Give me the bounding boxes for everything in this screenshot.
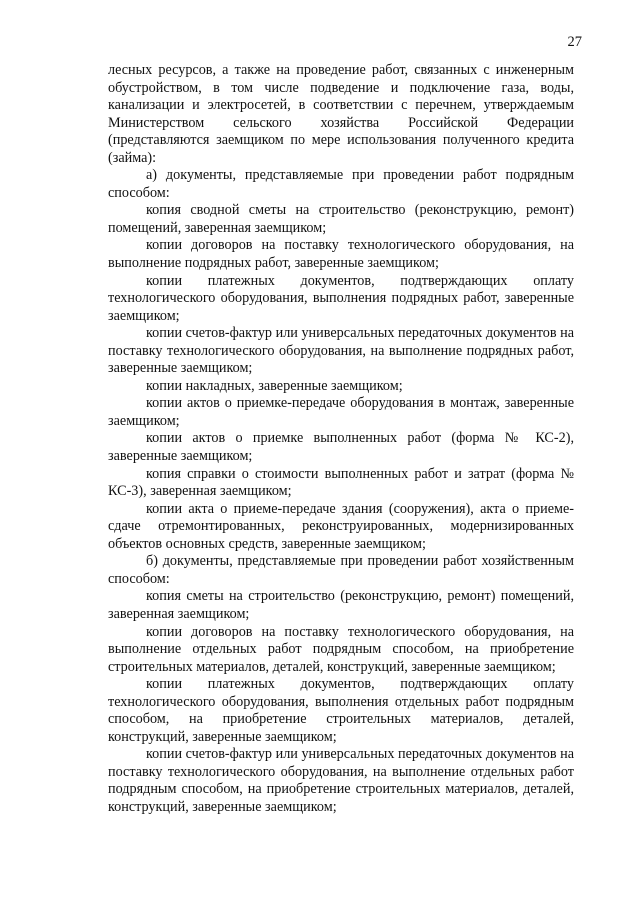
paragraph: копии платежных документов, подтверждающих оплату технологического оборудования, выполнения отдельных работ подрядным способом, на приобретение строительных материалов, деталей, конструкций, заверенные заемщиком; [108, 676, 574, 745]
paragraph: копия сметы на строительство (реконструкцию, ремонт) помещений, заверенная заемщиком; [108, 588, 574, 622]
paragraph: копии платежных документов, подтверждающих оплату технологического оборудования, выполнения подрядных работ, заверенные заемщиком; [108, 272, 574, 324]
paragraph: копии накладных, заверенные заемщиком; [146, 377, 403, 394]
paragraph: а) документы, представляемые при проведении работ подрядным способом: [108, 167, 574, 201]
paragraph: копии счетов-фактур или универсальных передаточных документов на поставку технологического оборудования, на выполнение отдельных работ подрядным способом, на приобретение строительных материалов, деталей, конструкций, заверенные заемщиком; [108, 746, 574, 815]
page-number: 27 [567, 34, 582, 50]
paragraph: копии актов о приемке выполненных работ (форма № КС-2), заверенные заемщиком; [108, 430, 574, 465]
paragraph: копия справки о стоимости выполненных работ и затрат (форма № КС-3), заверенная заемщиком; [108, 465, 574, 500]
paragraph: копия сводной сметы на строительство (реконструкцию, ремонт) помещений, заверенная заемщиком; [108, 202, 574, 236]
paragraph: копии актов о приемке-передаче оборудования в монтаж, заверенные заемщиком; [108, 395, 574, 429]
paragraph: копии счетов-фактур или универсальных передаточных документов на поставку технологического оборудования, на выполнение подрядных работ, заверенные заемщиком; [108, 325, 574, 377]
paragraph: лесных ресурсов, а также на проведение работ, связанных с инженерным обустройством, в том числе подведение и подключение газа, воды, канализации и электросетей, в соответствии с перечнем, утверждаемым Министерством сельского хозяйства Российской Федерации (представляются заемщиком по мере использования полученного кредита (займа): [108, 62, 574, 166]
paragraph: копии договоров на поставку технологического оборудования, на выполнение отдельных работ подрядным способом, на приобретение строительных материалов, деталей, конструкций, заверенные заемщиком; [108, 623, 574, 675]
paragraph: копии акта о приеме-передаче здания (сооружения), акта о приеме-сдаче отремонтированных, реконструированных, модернизированных объектов основных средств, заверенные заемщиком; [108, 500, 574, 552]
document-body [108, 62, 574, 817]
paragraph: копии договоров на поставку технологического оборудования, на выполнение подрядных работ, заверенные заемщиком; [108, 237, 574, 272]
paragraph: б) документы, представляемые при проведении работ хозяйственным способом: [108, 553, 574, 587]
